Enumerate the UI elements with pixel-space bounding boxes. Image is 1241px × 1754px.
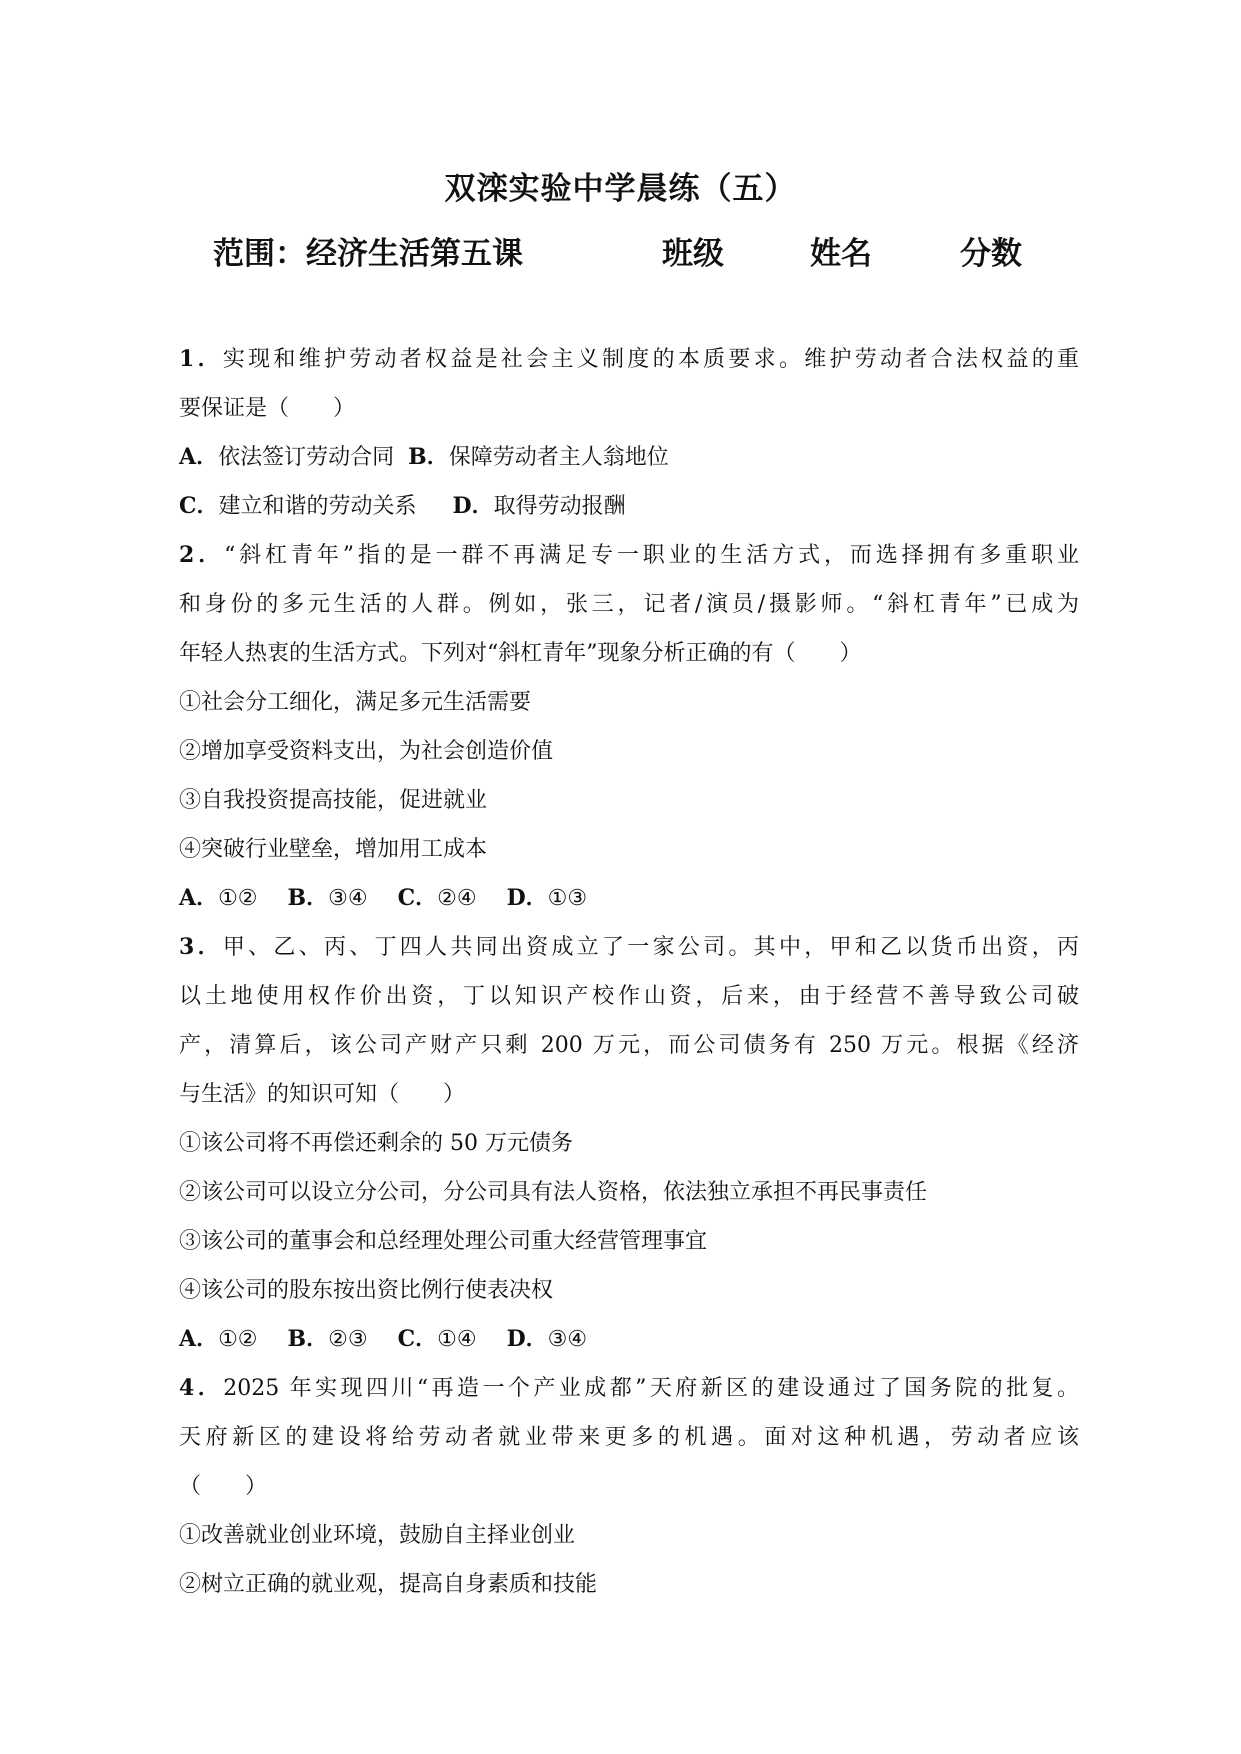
q1-options-ab xyxy=(179,433,1079,482)
q3-option-c-letter: C． xyxy=(397,1326,438,1352)
q3-line-3 xyxy=(179,1021,1079,1070)
q2-number: 2． xyxy=(179,542,225,568)
q4-number: 4． xyxy=(179,1375,224,1401)
q3-option-a: ①② xyxy=(218,1327,258,1352)
question-list xyxy=(179,335,1079,1609)
q3-statement-4: ④该公司的股东按出资比例行使表决权 xyxy=(179,1278,554,1303)
q2-line-1 xyxy=(179,531,1079,580)
q1-option-b-letter: B． xyxy=(408,444,449,470)
q3-line-4 xyxy=(179,1070,1079,1119)
scope-label: 范围：经济生活第五课 xyxy=(213,236,523,272)
q3-option-d-letter: D． xyxy=(506,1326,548,1352)
q3-stem-3: 产，清算后，该公司产财产只剩 200 万元，而公司债务有 250 万元。根据《经济 xyxy=(179,1033,1079,1058)
class-label: 班级 xyxy=(662,236,724,272)
q1-option-a-letter: A． xyxy=(179,444,219,470)
q4-statement-2: ②树立正确的就业观，提高自身素质和技能 xyxy=(179,1572,598,1597)
q2-stem-1: “斜杠青年”指的是一群不再满足专一职业的生活方式，而选择拥有多重职业 xyxy=(224,543,1079,568)
q2-line-2 xyxy=(179,580,1079,629)
q2-option-d: ①③ xyxy=(547,886,588,911)
q3-statement-3: ③该公司的董事会和总经理处理公司重大经营管理事宜 xyxy=(179,1229,708,1254)
q3-option-d: ③④ xyxy=(547,1327,588,1352)
q3-statement-1: ①该公司将不再偿还剩余的 50 万元债务 xyxy=(179,1131,573,1156)
q1-option-d: 取得劳动报酬 xyxy=(493,494,626,519)
name-label: 姓名 xyxy=(810,236,872,272)
q4-line-2 xyxy=(179,1413,1079,1462)
q2-option-c: ②④ xyxy=(437,886,477,911)
q2-option-b: ③④ xyxy=(328,886,368,911)
q3-stem-2: 以土地使用权作价出资，丁以知识产校作山资，后来，由于经营不善导致公司破 xyxy=(179,984,1079,1009)
q1-option-a: 依法签订劳动合同 xyxy=(218,445,395,470)
q1-option-d-letter: D． xyxy=(452,493,494,519)
q4-statement-1: ①改善就业创业环境，鼓励自主择业创业 xyxy=(179,1523,576,1548)
q2-option-a: ①② xyxy=(218,886,258,911)
q1-option-b: 保障劳动者主人翁地位 xyxy=(448,445,669,470)
q1-options-cd xyxy=(179,482,1079,531)
q3-option-a-letter: A． xyxy=(179,1326,219,1352)
q4-line-3 xyxy=(179,1462,1079,1511)
q3-number: 3． xyxy=(179,934,223,960)
q2-statement-3: ③自我投资提高技能，促进就业 xyxy=(179,788,488,813)
q4-line-1 xyxy=(179,1364,1079,1413)
q1-option-c-letter: C． xyxy=(179,493,219,519)
q2-option-b-letter: B． xyxy=(287,885,329,911)
q2-stem-2: 和身份的多元生活的人群。例如，张三，记者/演员/摄影师。“斜杠青年”已成为 xyxy=(179,592,1079,617)
q1-option-c: 建立和谐的劳动关系 xyxy=(218,494,417,519)
q1-number: 1． xyxy=(179,346,223,372)
q2-statement-2: ②增加享受资料支出，为社会创造价值 xyxy=(179,739,554,764)
q3-option-b: ②③ xyxy=(328,1327,368,1352)
q2-statement-1: ①社会分工细化，满足多元生活需要 xyxy=(179,690,532,715)
q1-line-1 xyxy=(179,335,1079,384)
q1-stem-2: 要保证是（ ） xyxy=(179,396,356,421)
q3-option-b-letter: B． xyxy=(287,1326,329,1352)
q4-stem-1: 2025 年实现四川“再造一个产业成都”天府新区的建设通过了国务院的批复。 xyxy=(223,1376,1079,1401)
q4-stem-2: 天府新区的建设将给劳动者就业带来更多的机遇。面对这种机遇，劳动者应该 xyxy=(179,1425,1079,1450)
q3-stem-4: 与生活》的知识可知（ ） xyxy=(179,1082,466,1107)
q3-line-1 xyxy=(179,923,1079,972)
q1-stem-1: 实现和维护劳动者权益是社会主义制度的本质要求。维护劳动者合法权益的重 xyxy=(222,347,1079,372)
q3-line-2 xyxy=(179,972,1079,1021)
q3-statement-2: ②该公司可以设立分公司，分公司具有法人资格，依法独立承担不再民事责任 xyxy=(179,1180,928,1205)
q2-line-3 xyxy=(179,629,1079,678)
q2-options xyxy=(179,874,1079,923)
q3-options xyxy=(179,1315,1079,1364)
q3-option-c: ①④ xyxy=(437,1327,477,1352)
q2-statement-4: ④突破行业壁垒，增加用工成本 xyxy=(179,837,488,862)
q3-stem-1: 甲、乙、丙、丁四人共同出资成立了一家公司。其中，甲和乙以货币出资，丙 xyxy=(222,935,1079,960)
q1-line-2 xyxy=(179,384,1079,433)
page-title: 双滦实验中学晨练（五） xyxy=(444,171,797,207)
score-label: 分数 xyxy=(960,236,1022,272)
q2-stem-3: 年轻人热衷的生活方式。下列对“斜杠青年”现象分析正确的有（ ） xyxy=(179,641,862,666)
q2-option-a-letter: A． xyxy=(179,885,219,911)
q2-option-c-letter: C． xyxy=(397,885,438,911)
q2-option-d-letter: D． xyxy=(506,885,548,911)
q4-stem-3: （ ） xyxy=(179,1474,268,1499)
